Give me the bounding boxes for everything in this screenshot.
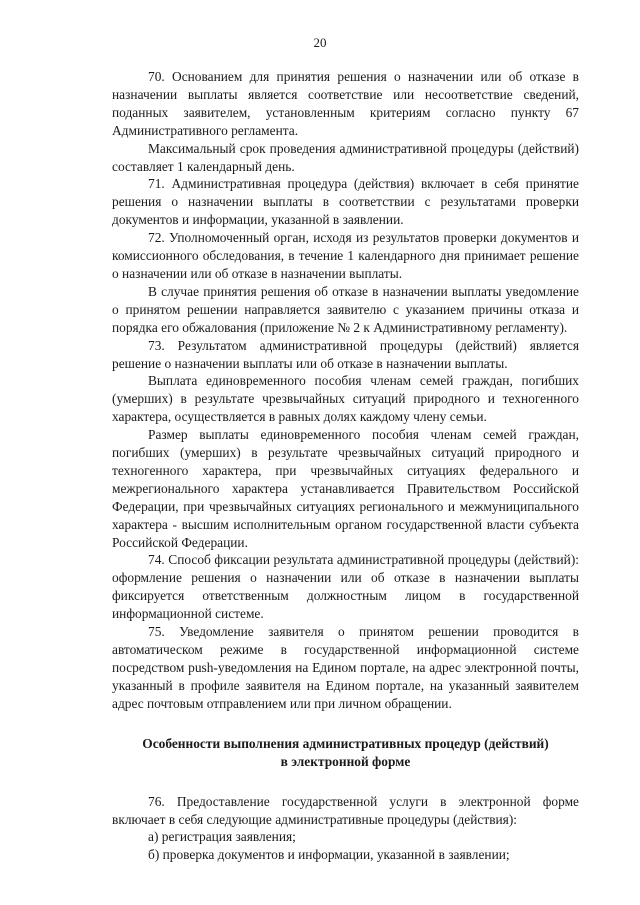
paragraph-70: 70. Основанием для принятия решения о назначении или об отказе в назначении выплаты является соответствие или несоответствие сведений, поданных заявителем, установленным критериям согласно пункту 67 Административного регламента.: [112, 69, 579, 138]
list-item-b: б) проверка документов и информации, указанной в заявлении;: [148, 847, 510, 863]
paragraph-72: 72. Уполномоченный орган, исходя из результатов проверки документов и комиссионного обследования, в течение 1 календарного дня принимает решение о назначении или об отказе в назначении выплаты.: [112, 230, 579, 281]
paragraph-max-duration: Максимальный срок проведения административной процедуры (действий) составляет 1 календарный день.: [112, 140, 579, 174]
page-number: 20: [313, 35, 327, 50]
section-heading-line-2: в электронной форме: [280, 753, 411, 769]
document-body: [112, 68, 579, 864]
paragraph-payment-amount: Размер выплаты единовременного пособия членам семей граждан, погибших (умерших) в результате чрезвычайных ситуаций природного и техногенного характера, при чрезвычайных ситуациях федерального и межрегионального характера устанавливается Правительством Российской Федерации, при чрезвычайных ситуациях регионального и межмуниципального характера - высшим исполнительным органом государственной власти субъекта Российской Федерации.: [112, 427, 579, 550]
paragraph-73: 73. Результатом административной процедуры (действий) является решение о назначении выплаты или об отказе в назначении выплаты.: [112, 337, 579, 371]
paragraph-payment-shares: Выплата единовременного пособия членам семей граждан, погибших (умерших) в результате чрезвычайных ситуаций природного и техногенного характера, осуществляется в равных долях каждому члену семьи.: [112, 373, 579, 425]
paragraph-71: 71. Административная процедура (действия) включает в себя принятие решения о назначении выплаты в соответствии с результатами проверки документов и информации, указанной в заявлении.: [112, 176, 579, 228]
section-heading-line-1: Особенности выполнения административных процедур (действий): [142, 735, 549, 751]
paragraph-refusal-notice: В случае принятия решения об отказе в назначении выплаты уведомление о принятом решении направляется заявителю с указанием причины отказа и порядка его обжалования (приложение № 2 к Административному регламенту).: [112, 283, 579, 335]
paragraph-76: 76. Предоставление государственной услуги в электронной форме включает в себя следующие административные процедуры (действия):: [112, 793, 579, 827]
paragraph-75: 75. Уведомление заявителя о принятом решении проводится в автоматическом режиме в государственной информационной системе посредством push-уведомления на Едином портале, на адрес электронной почты, указанный в профиле заявителя на Едином портале, на указанный заявителем адрес почтовым отправлением или при личном обращении.: [112, 624, 579, 711]
list-item-a: а) регистрация заявления;: [148, 829, 296, 845]
section-heading: [112, 735, 579, 771]
paragraph-74: 74. Способ фиксации результата административной процедуры (действий): оформление решения о назначении или об отказе в назначении выплаты фиксируется ответственным должностным лицом в государственной информационной системе.: [112, 552, 579, 622]
